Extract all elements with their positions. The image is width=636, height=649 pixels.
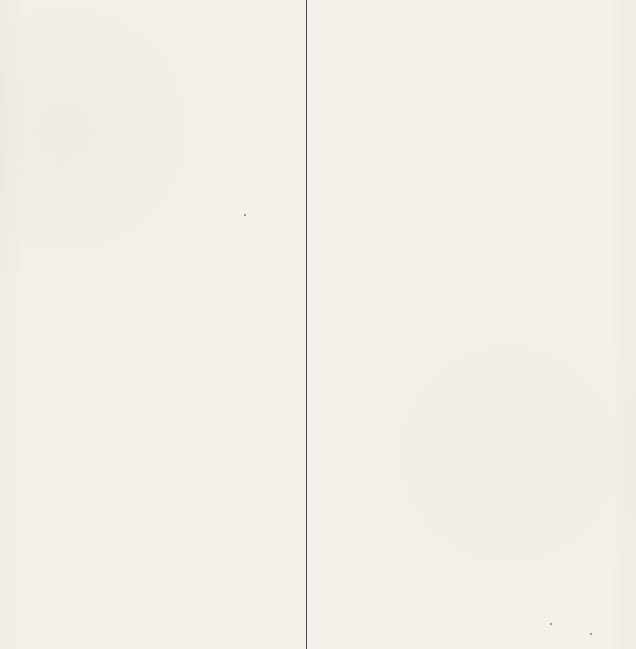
column-divider xyxy=(306,0,307,649)
print-speck xyxy=(550,623,552,625)
print-speck xyxy=(590,633,592,635)
print-speck xyxy=(244,214,246,216)
